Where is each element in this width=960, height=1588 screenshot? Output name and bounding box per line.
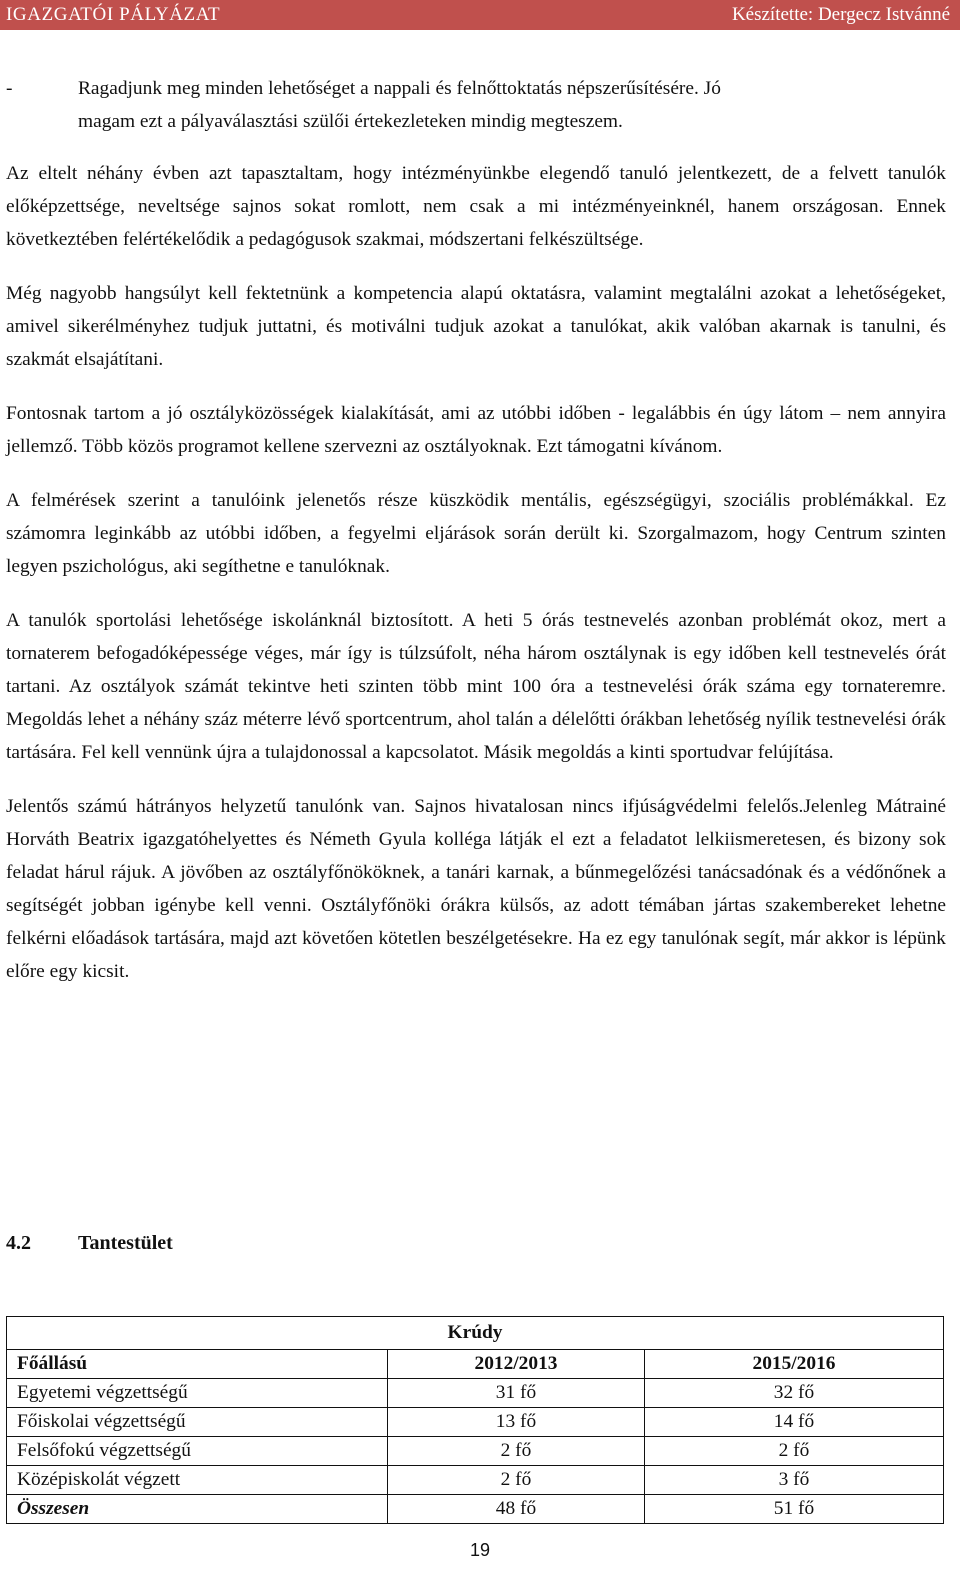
paragraph-1: Az eltelt néhány évben azt tapasztaltam, hogy intézményünkbe elegendő tanuló jelentkezett, de a felvett tanulók előképzettsége, neveltsége sajnos sokat romlott, nem csak a mi intézményeinknél, hanem országosan. Ennek következtében felértékelődik a pedagógusok szakmai, módszertani felkészültsége. xyxy=(6,163,946,250)
paragraph-3: Fontosnak tartom a jó osztályközösségek kialakítását, ami az utóbbi időben - legalábbis én úgy látom – nem annyira jellemző. Több közös programot kellene szervezni az osztályoknak. Ezt támogatni kívánom. xyxy=(6,403,946,457)
paragraph-4: A felmérések szerint a tanulóink jelenetős része küszködik mentális, egészségügyi, szociális problémákkal. Ez számomra leginkább az utóbbi időben, a fegyelmi eljárások során derült ki. Szorgalmazom, hogy Centrum szinten legyen pszichológus, aki segíthetne e tanulóknak. xyxy=(6,490,946,577)
staff-table xyxy=(6,1316,944,1524)
table-cell: 31 fő xyxy=(388,1379,645,1408)
paragraph-2: Még nagyobb hangsúlyt kell fektetnünk a kompetencia alapú oktatásra, valamint megtalálni azokat a lehetőségeket, amivel sikerélményhez tudjuk juttatni, és motiválni tudjuk azokat a tanulókat, akik valóban akarnak is tanulni, és szakmát elsajátítani. xyxy=(6,283,946,370)
table-row xyxy=(7,1379,944,1408)
table-row xyxy=(7,1408,944,1437)
table-cell: 2 fő xyxy=(388,1437,645,1466)
table-cell: Főiskolai végzettségű xyxy=(7,1408,388,1437)
page-number: 19 xyxy=(469,1540,491,1560)
table-row xyxy=(7,1466,944,1495)
table-cell: 13 fő xyxy=(388,1408,645,1437)
table-cell: 3 fő xyxy=(645,1466,944,1495)
paragraph-5: A tanulók sportolási lehetősége iskolánknál biztosított. A heti 5 órás testnevelés azonban problémát okoz, mert a tornaterem befogadóképessége véges, már így is túlzsúfolt, néha három osztálynak is egy időben kell testnevelés órát tartani. Az osztályok számát tekintve heti szinten több mint 100 óra a testnevelési órák száma egy tornateremre. Megoldás lehet a néhány száz méterre lévő sportcentrum, ahol talán a délelőtti órákban lehetőség nyílik testnevelési órák tartására. Fel kell vennünk újra a tulajdonossal a kapcsolatot. Másik megoldás a kinti sportudvar felújítása. xyxy=(6,610,946,763)
table-title: Krúdy xyxy=(7,1317,944,1350)
table-row xyxy=(7,1437,944,1466)
bullet-item xyxy=(6,72,946,105)
section-heading xyxy=(6,1228,173,1258)
table-header-cell: 2012/2013 xyxy=(388,1350,645,1379)
table-header-cell: Főállású xyxy=(7,1350,388,1379)
table-total-row xyxy=(7,1495,944,1524)
table-total-cell: 48 fő xyxy=(388,1495,645,1524)
table-total-cell: 51 fő xyxy=(645,1495,944,1524)
bullet-text-line1: Ragadjunk meg minden lehetőséget a nappali és felnőttoktatás népszerűsítésére. Jó xyxy=(78,78,721,99)
header-title: IGAZGATÓI PÁLYÁZAT xyxy=(6,4,221,25)
paragraph-6: Jelentős számú hátrányos helyzetű tanulónk van. Sajnos hivatalosan nincs ifjúságvédelmi felelős.Jelenleg Mátrainé Horváth Beatrix igazgatóhelyettes és Németh Gyula kolléga látják el ezt a feladatot lelkiismeretesen, és bizony sok feladat hárul rájuk. A jövőben az osztályfőnököknek, a tanári karnak, a bűnmegelőzési tanácsadónak és a védőnőnek a segítségét jobban igénybe kell venni. Osztályfőnöki órákra külsős, az adott témában jártas szakembereket lehetne felkérni előadások tartására, majd azt követően kötetlen beszélgetésekre. Ha ez egy tanulónak segít, már akkor is lépünk előre egy kicsit. xyxy=(6,796,946,982)
document-body xyxy=(6,72,946,1009)
table-total-label: Összesen xyxy=(7,1495,388,1524)
table-cell: Felsőfokú végzettségű xyxy=(7,1437,388,1466)
table-cell: 2 fő xyxy=(645,1437,944,1466)
table-cell: 14 fő xyxy=(645,1408,944,1437)
table-title-row xyxy=(7,1317,944,1350)
section-title: Tantestület xyxy=(78,1232,173,1254)
table-cell: 2 fő xyxy=(388,1466,645,1495)
bullet-text-line2: magam ezt a pályaválasztási szülői értekezleteken mindig megteszem. xyxy=(78,111,623,132)
header-author: Készítette: Dergecz Istvánné xyxy=(731,4,950,25)
table-header-row xyxy=(7,1350,944,1379)
table-cell: Középiskolát végzett xyxy=(7,1466,388,1495)
table-cell: 32 fő xyxy=(645,1379,944,1408)
section-number: 4.2 xyxy=(6,1232,31,1254)
bullet-dash: - xyxy=(6,78,13,99)
table-cell: Egyetemi végzettségű xyxy=(7,1379,388,1408)
page-header xyxy=(0,0,960,30)
table-header-cell: 2015/2016 xyxy=(645,1350,944,1379)
